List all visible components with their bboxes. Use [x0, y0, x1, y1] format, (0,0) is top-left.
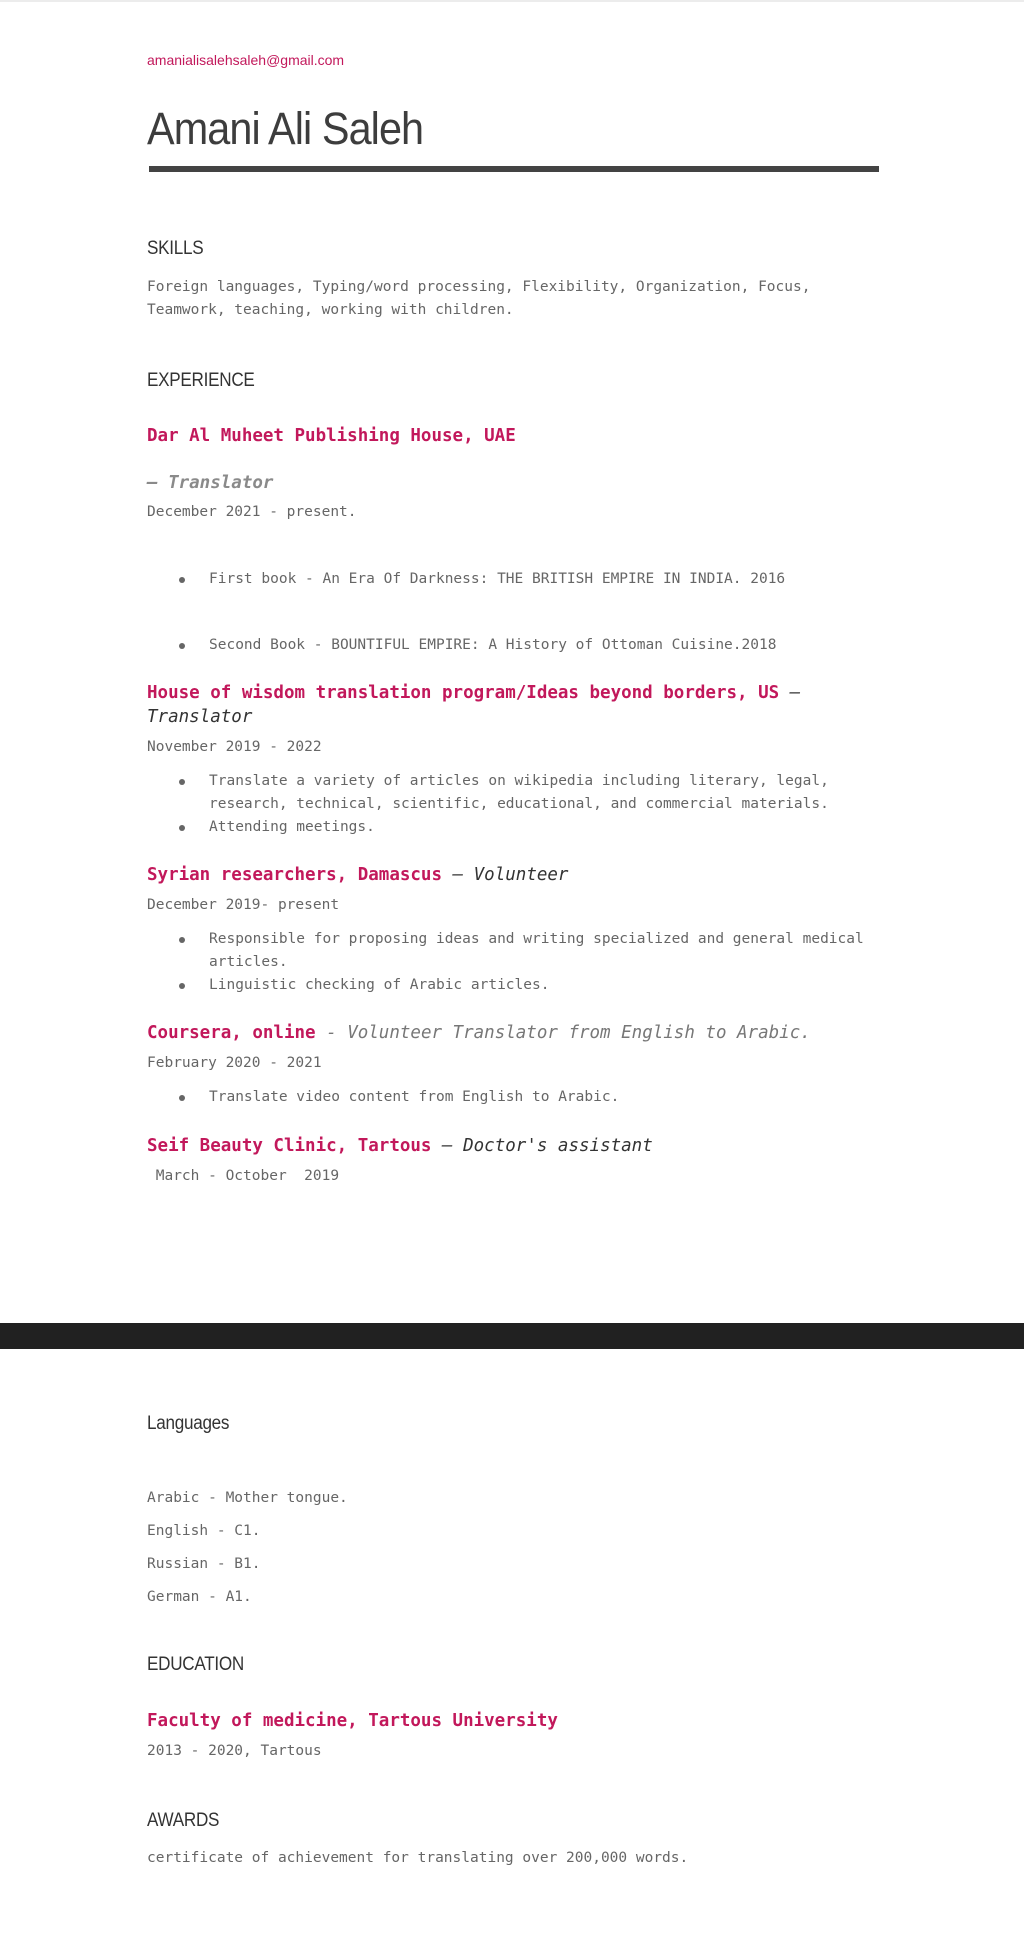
job-title-line [147, 1021, 887, 1045]
job-bullet: Second Book - BOUNTIFUL EMPIRE: A History of Ottoman Cuisine.2018 [147, 634, 867, 657]
job-role: — Translator [147, 683, 801, 727]
job-role: - Volunteer Translator from English to Arabic. [326, 1023, 811, 1043]
job-role: — Translator [147, 473, 274, 493]
job-bullet: Linguistic checking of Arabic articles. [147, 974, 867, 997]
language-item: Arabic - Mother tongue. [147, 1490, 348, 1506]
education-details: 2013 - 2020, Tartous [147, 1743, 322, 1759]
job-bullets [147, 634, 867, 657]
job-dates: December 2021 - present. [147, 504, 357, 520]
job-dates: February 2020 - 2021 [147, 1055, 322, 1071]
skills-line-2: Teamwork, teaching, working with children. [147, 302, 514, 318]
job-company: Dar Al Muheet Publishing House, UAE [147, 426, 516, 446]
page-break-band [0, 1323, 1024, 1349]
language-item: English - C1. [147, 1523, 261, 1539]
email-link[interactable]: amanialisalehsaleh@gmail.com [147, 52, 345, 68]
job-role: — Doctor's assistant [442, 1136, 653, 1156]
job-title-line [147, 681, 887, 729]
candidate-name: Amani Ali Saleh [147, 103, 424, 154]
languages-heading: Languages [147, 1413, 230, 1434]
header-rule [149, 166, 879, 172]
job-bullet: Attending meetings. [147, 816, 867, 839]
experience-heading: EXPERIENCE [147, 370, 255, 391]
job-title-line [147, 1134, 887, 1158]
job-bullet: Translate video content from English to Arabic. [147, 1086, 867, 1109]
job-bullet: First book - An Era Of Darkness: THE BRITISH EMPIRE IN INDIA. 2016 [147, 568, 867, 591]
job-bullets [147, 568, 867, 591]
skills-text [147, 276, 867, 322]
education-school: Faculty of medicine, Tartous University [147, 1711, 558, 1731]
job-dates: November 2019 - 2022 [147, 739, 322, 755]
job-company: Syrian researchers, Damascus [147, 865, 443, 885]
language-item: German - A1. [147, 1589, 252, 1605]
job-bullets [147, 1086, 867, 1109]
awards-text: certificate of achievement for translating over 200,000 words. [147, 1850, 689, 1866]
job-company: Seif Beauty Clinic, Tartous [147, 1136, 432, 1156]
job-company: Coursera, online [147, 1023, 316, 1043]
skills-heading: SKILLS [147, 238, 204, 259]
job-bullet: Translate a variety of articles on wikipedia including literary, legal, research, technical, scientific, educational, and commercial materials. [147, 770, 867, 816]
education-school-line [147, 1709, 887, 1733]
skills-line-1: Foreign languages, Typing/word processing, Flexibility, Organization, Focus, [147, 279, 811, 295]
top-border [0, 0, 1024, 2]
job-role-line [147, 471, 887, 495]
language-item: Russian - B1. [147, 1556, 261, 1572]
job-dates: March - October 2019 [147, 1168, 340, 1184]
job-bullet: Responsible for proposing ideas and writing specialized and general medical articles. [147, 928, 867, 974]
job-role: — Volunteer [452, 865, 569, 885]
job-title-line [147, 863, 887, 887]
awards-heading: AWARDS [147, 1810, 220, 1831]
job-title-line [147, 424, 887, 448]
job-dates: December 2019- present [147, 897, 340, 913]
job-bullets [147, 770, 867, 839]
job-company: House of wisdom translation program/Ideas beyond borders, US [147, 683, 780, 703]
job-bullets [147, 928, 867, 997]
education-heading: EDUCATION [147, 1654, 245, 1675]
